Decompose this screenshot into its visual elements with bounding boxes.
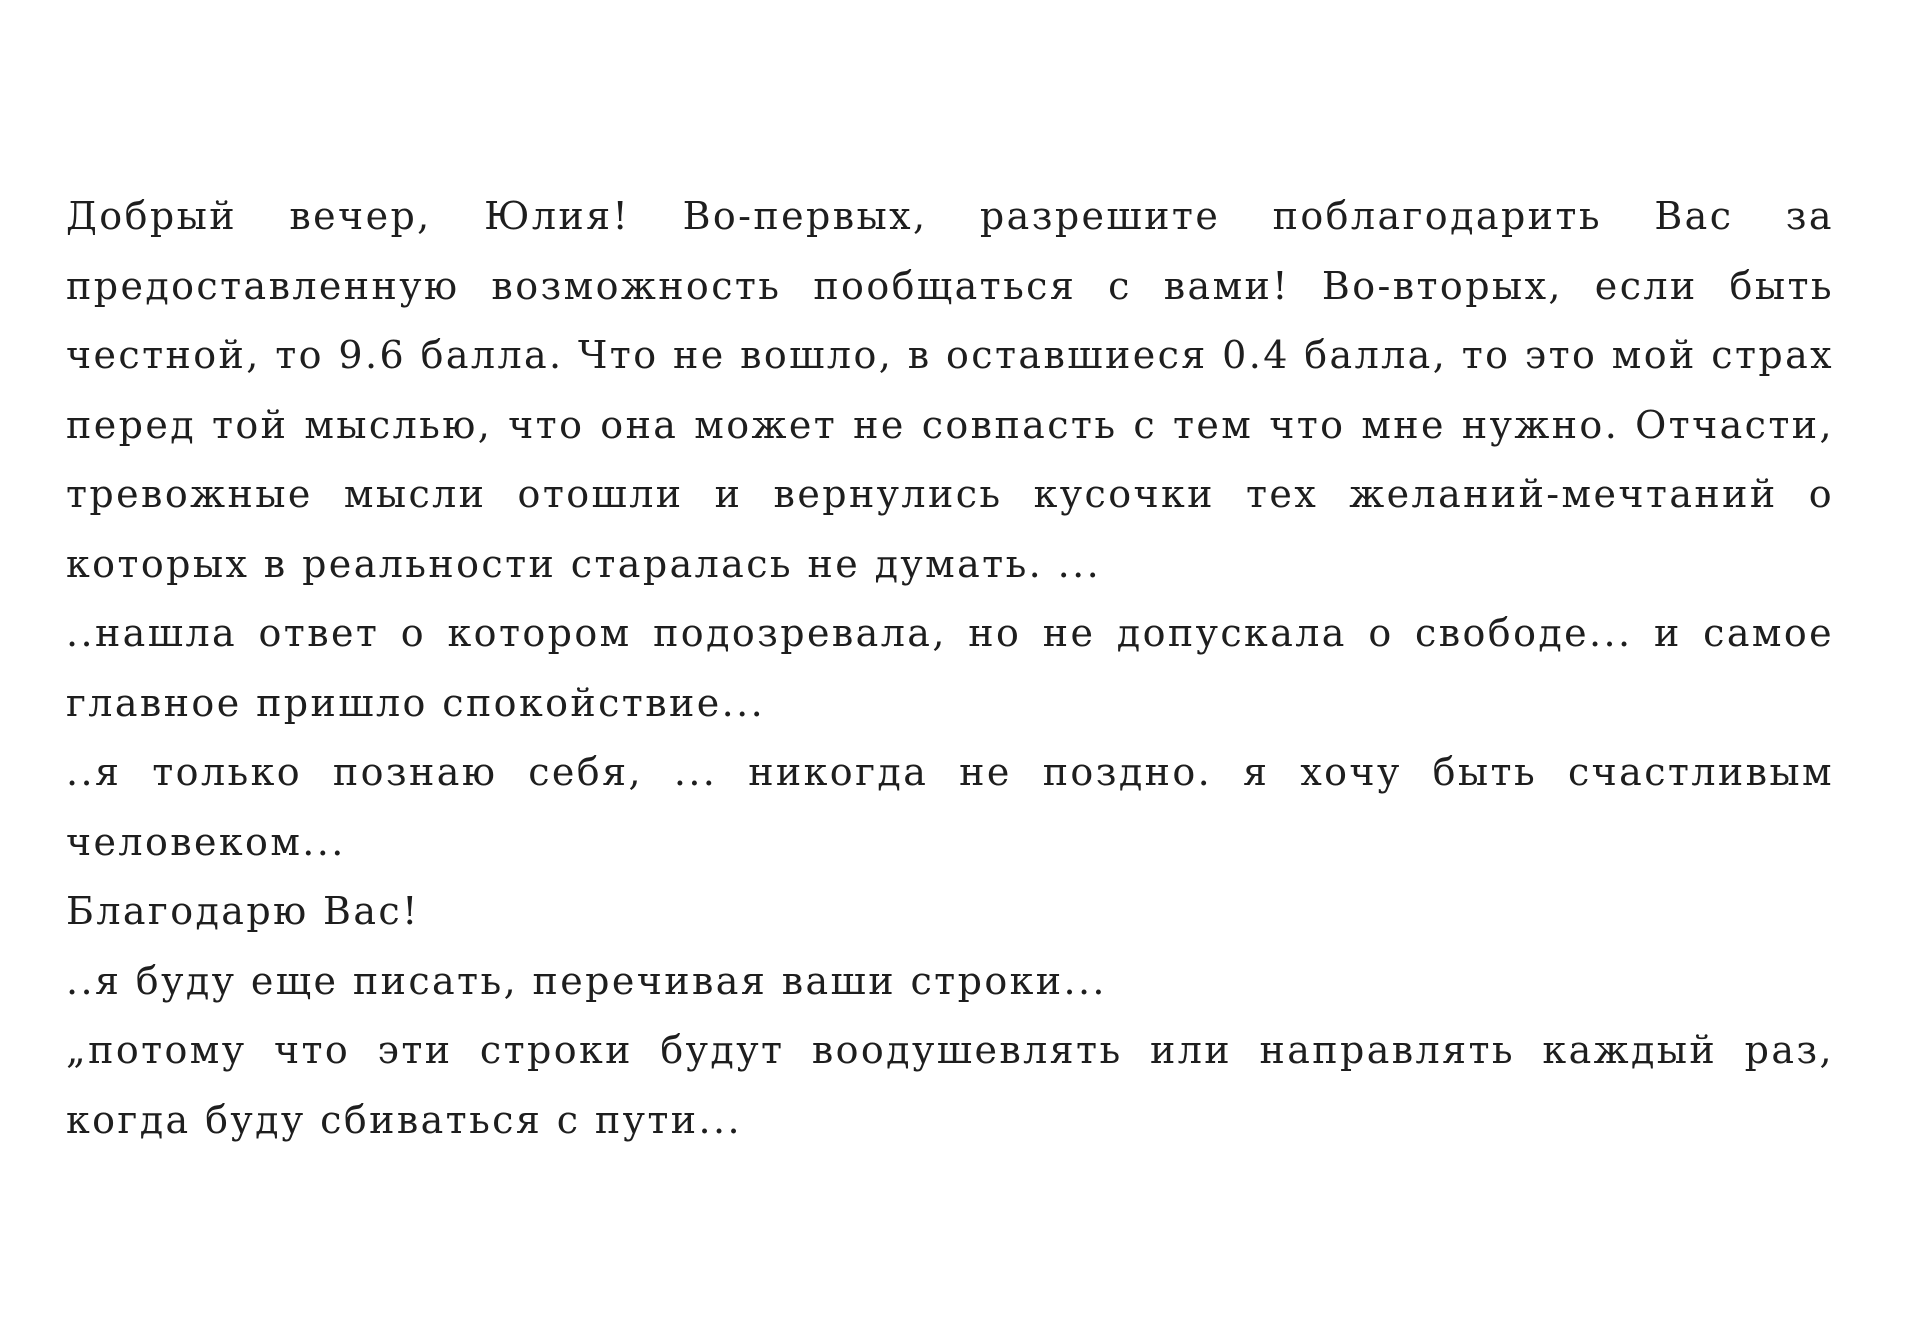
paragraph-thanks: Благодарю Вас! <box>66 889 420 933</box>
paragraph-answer: ..нашла ответ о котором подозревала, но не допускала о свободе... и самое главное пришло спокойствие... <box>66 611 1834 725</box>
letter-text <box>66 182 1834 1155</box>
paragraph-self-discovery: ..я только познаю себя, ... никогда не поздно. я хочу быть счастливым человеком... <box>66 750 1834 864</box>
paragraph-will-write: ..я буду еще писать, перечивая ваши строки... <box>66 958 1107 1003</box>
paragraph-greeting: Добрый вечер, Юлия! Во-первых, разрешите поблагодарить Вас за предоставленную возможность пообщаться с вами! Во-вторых, если быть честной, то 9.6 балла. Что не вошло, в оставшиеся 0.4 балла, то это мой страх перед той мыслью, что она может не совпасть с тем что мне нужно. Отчасти, тревожные мысли отошли и вернулись кусочки тех желаний-мечтаний о которых в реальности старалась не думать. ... <box>66 194 1834 586</box>
paragraph-closing: „потому что эти строки будут воодушевлять или направлять каждый раз, когда буду сбиваться с пути... <box>66 1028 1834 1142</box>
